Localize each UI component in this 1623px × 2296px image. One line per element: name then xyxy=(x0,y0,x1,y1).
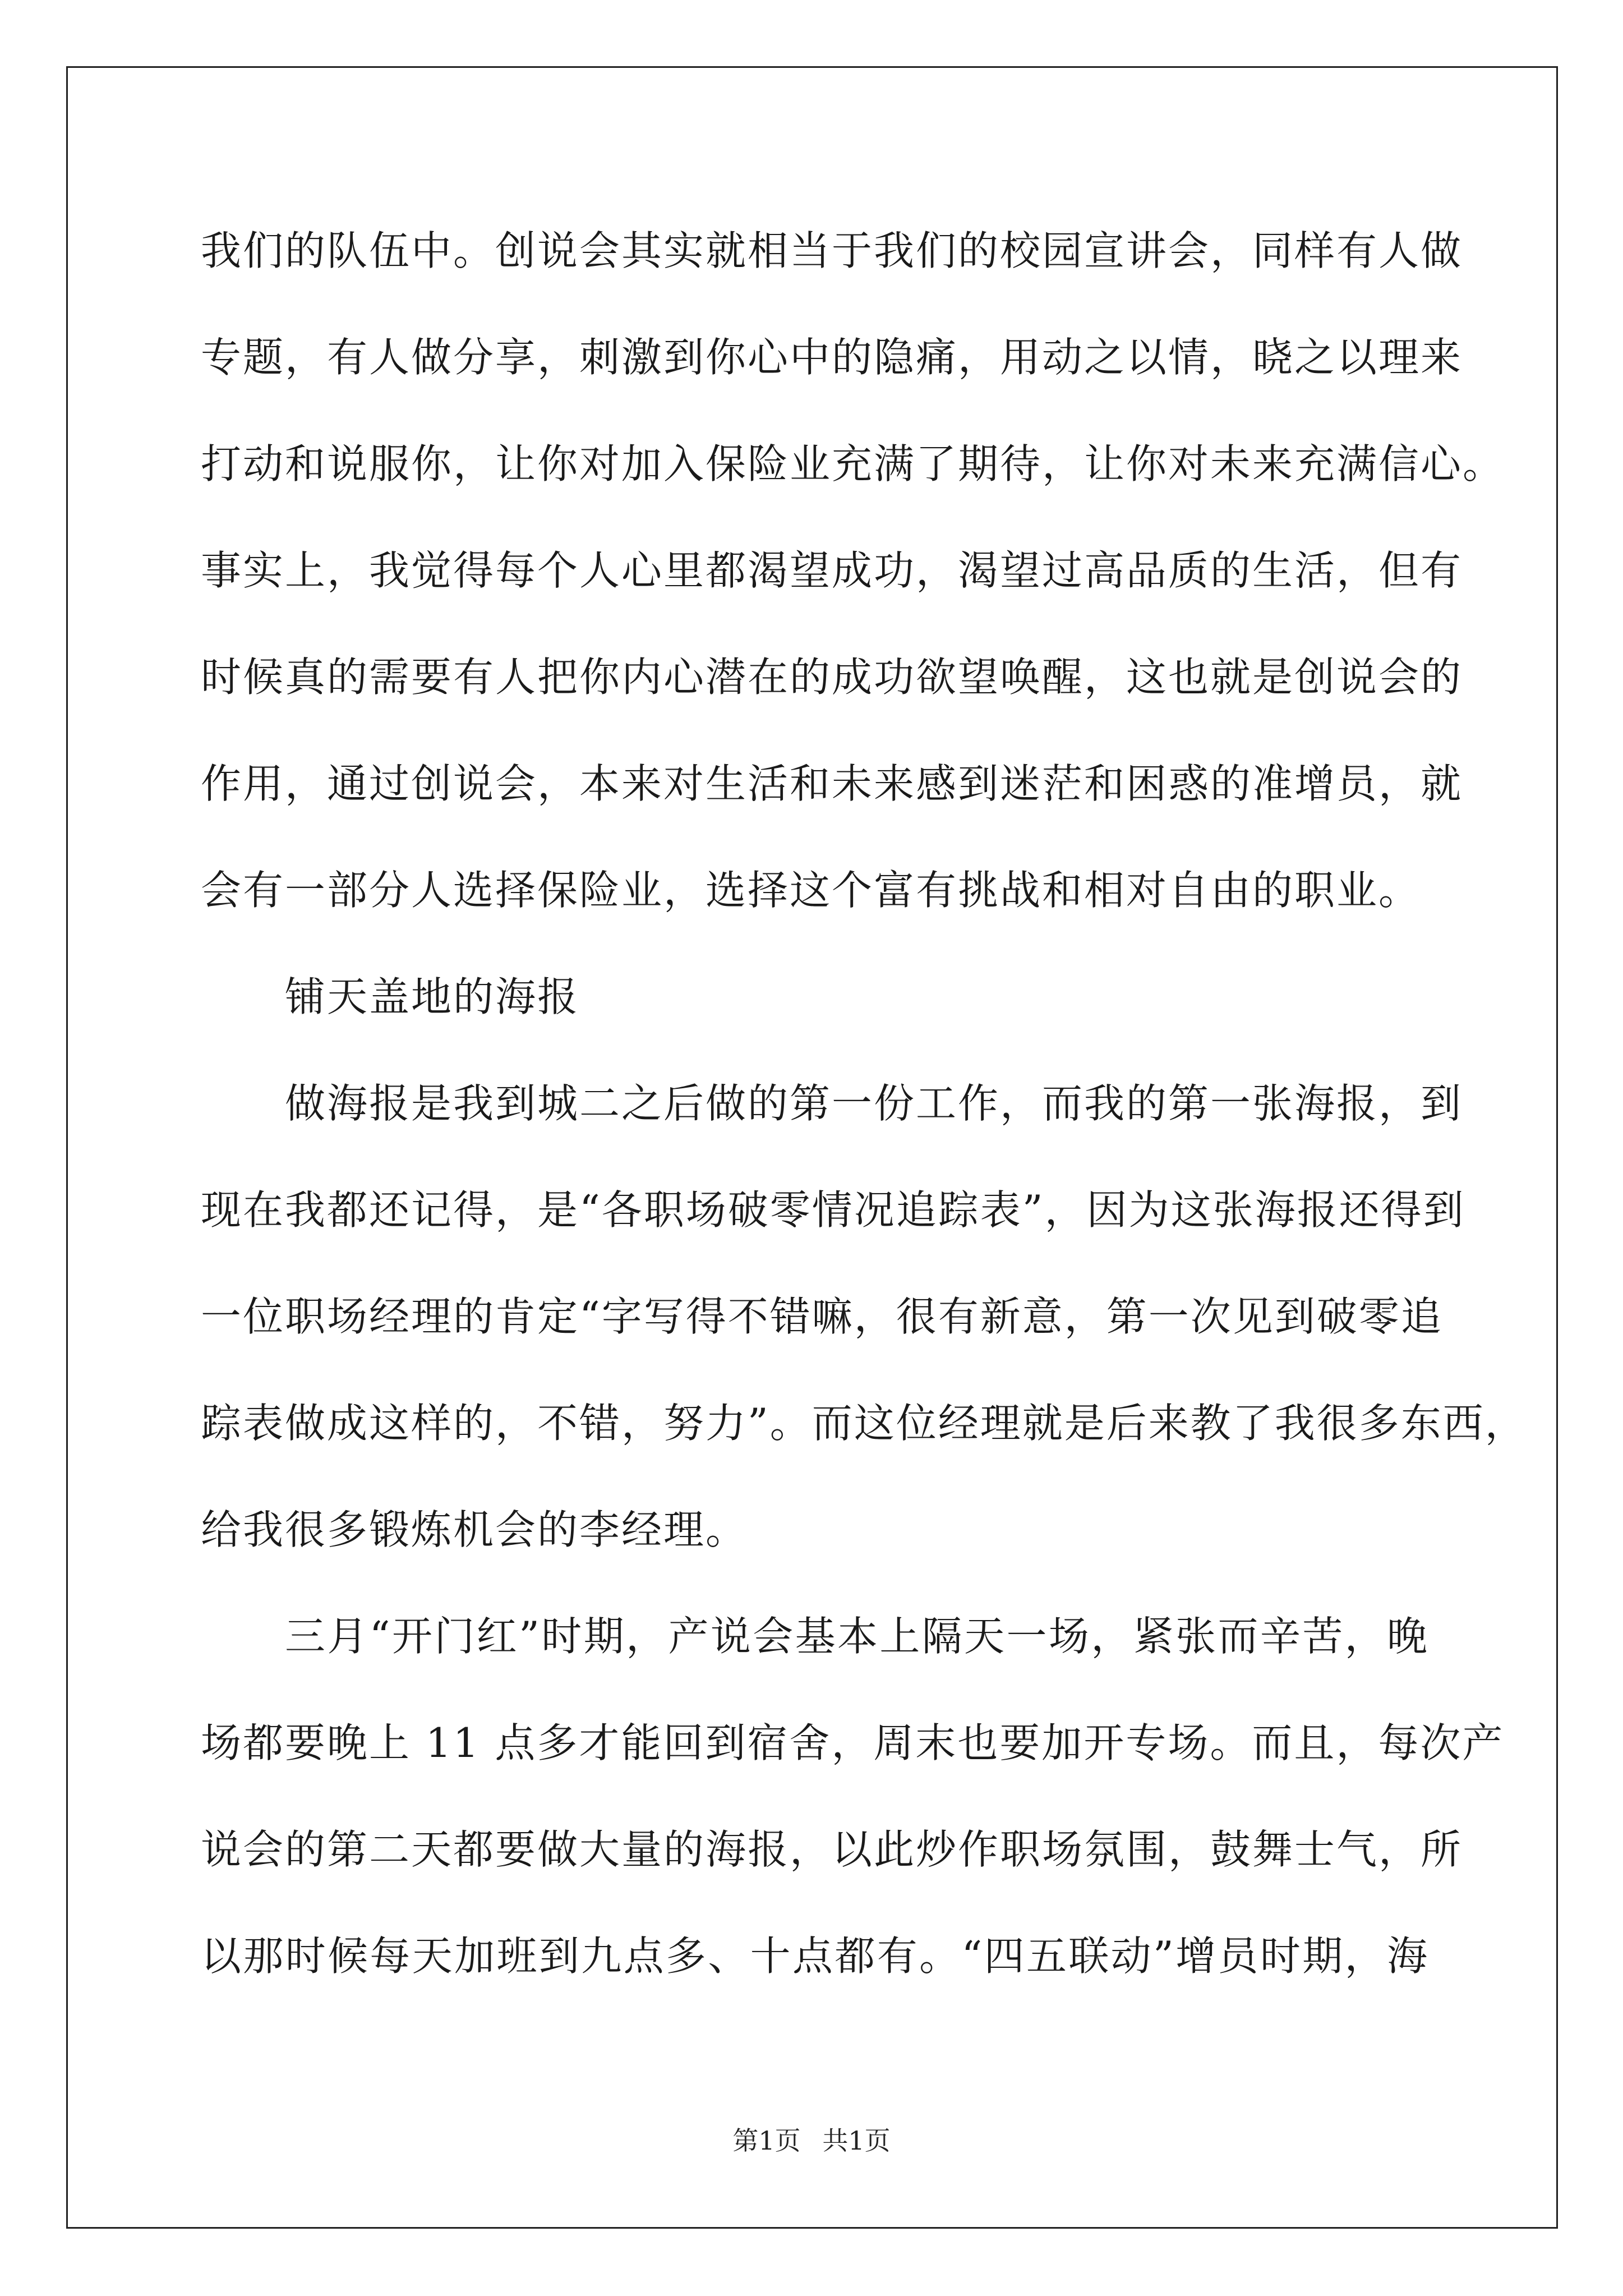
text-line: 场都要晚上 11 点多才能回到宿舍，周末也要加开专场。而且，每次产 xyxy=(201,1719,1505,1766)
text-line: 踪表做成这样的，不错，努力”。而这位经理就是后来教了我很多东西， xyxy=(201,1400,1527,1447)
text-line: 三月“开门红”时期，产说会基本上隔天一场，紧张而辛苦，晚 xyxy=(285,1613,1429,1660)
text-line: 给我很多锻炼机会的李经理。 xyxy=(201,1506,748,1553)
text-line: 会有一部分人选择保险业，选择这个富有挑战和相对自由的职业。 xyxy=(201,867,1421,914)
section-heading: 铺天盖地的海报 xyxy=(285,973,580,1020)
text-line: 打动和说服你，让你对加入保险业充满了期待，让你对未来充满信心。 xyxy=(201,440,1505,487)
text-line: 现在我都还记得，是“各职场破零情况追踪表”，因为这张海报还得到 xyxy=(201,1186,1465,1234)
page-number: 第1页 xyxy=(732,2125,801,2156)
text-line: 作用，通过创说会，本来对生活和未来感到迷茫和困惑的准增员，就 xyxy=(201,760,1463,807)
text-line: 说会的第二天都要做大量的海报，以此炒作职场氛围，鼓舞士气，所 xyxy=(201,1826,1463,1873)
text-line: 我们的队伍中。创说会其实就相当于我们的校园宣讲会，同样有人做 xyxy=(201,227,1463,274)
text-line: 时候真的需要有人把你内心潜在的成功欲望唤醒，这也就是创说会的 xyxy=(201,654,1463,701)
text-line: 一位职场经理的肯定“字写得不错嘛，很有新意，第一次见到破零追 xyxy=(201,1293,1443,1340)
text-line: 以那时候每天加班到九点多、十点都有。“四五联动”增员时期，海 xyxy=(201,1932,1429,1980)
text-line: 专题，有人做分享，刺激到你心中的隐痛，用动之以情，晓之以理来 xyxy=(201,334,1463,381)
page-footer xyxy=(0,2120,1623,2157)
text-line: 做海报是我到城二之后做的第一份工作，而我的第一张海报，到 xyxy=(285,1080,1463,1127)
document-body xyxy=(201,220,1527,2032)
text-line: 事实上，我觉得每个人心里都渴望成功，渴望过高品质的生活，但有 xyxy=(201,547,1463,594)
page-total: 共1页 xyxy=(822,2125,891,2156)
